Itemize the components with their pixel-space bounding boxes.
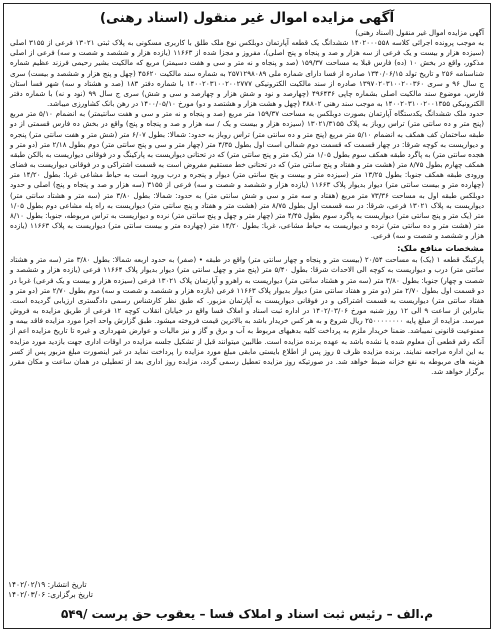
publish-date: تاریخ انتشار: ۱۴۰۲/۰۲/۱۹ [8,580,87,589]
notice-frame [3,3,491,629]
features-heading: مشخصات منافع ملک: [397,243,484,254]
notice-features: پارکینگ قطعه ۱ (یک) به مساحت ۲۰/۵۴ (بیست متر و پنجاه و چهار سانتی متر) واقع در طبقه • (صفر) به حدود اربعه شمالا: بطول ۳/۸۰ متر (سه متر و هشتاد سانتی متر) درب و دیواریست به کوچه الی الاحداث شرقا: بطول ۵/۴۰ متر (پنج متر و چهل سانتی متر) دیوار بدیوار پلاک ۱۱۶۶۴ فرعی (یازده هزار و ششصد و شصت و چهار) جنوبا: بطول ۳/۸۰ متر (سه متر و هشتاد سانتی متر) دیواریست به راهرو و آپارتمان پلاک ۱۳۰۲۱ فرعی (سیزده هزار و بیست و یک فرعی) غربا در دو قسمت اول بطول ۲/۷۰ متر (دو متر و هفتاد سانتی متر) دیوار بدیوار پلاک ۱۱۶۶۳ فرعی (یازده هزار و ششصد و شصت و سه) دوم بطول ۲/۷۰ متر (دو متر و هفتاد سانتی متر) دیواریست به قسمت اشتراکی و در فوقانی دیواریست به آپارتمان مزبور. که طبق نظر کارشناس رسمی دادگستری ارزیابی گردیده است. بنابراین از ساعت ۹ الی ۱۲ روز شنبه مورخ ۱۴۰۲/۰۳/۰۶ در اداره ثبت اسناد و املاک فسا واقع در خیابان انقلاب کوچه ۱۲ فرعی از طریق مزایده به فروش میرسد. مزایده از مبلغ پایه ۲۵۰۰۰۰۰۰۰۰ ریال شروع و به هر کس خریدار باشد به بالاترین قیمت فروخته میشود. طبق گزارش واحد اجرا مورد مزایده فاقد بیمه و ممنوعیت قانونی نمیباشد. ضمنا خریدار ملزم به پرداخت کلیه بدهیهای مربوط به آب و برق و گاز و نیز مالیات و عوارض شهرداری و غیره تا تاریخ مزایده اعم از آنکه رقم قطعی آن معلوم شده یا نشده باشد به عهده برنده مزایده است. طالبین میتوانند قبل از تشکیل جلسه مزایده در اوقات اداری جهت بازدید مورد مزایده به این اداره مراجعه نمایند. برنده مزایده ظرف ۵ روز پس از اطلاع بایستی مابقی مبلغ مورد مزایده را پرداخت نماید در غیر اینصورت مبلغ مزبور پس از کسر هزینه های مربوطه به نفع خزانه ضبط خواهد شد. در صورتیکه روز مزایده تعطیل رسمی گردد، مزایده روز اداری بعد از تعطیلی در همان ساعت و مکان مقرر برگزار خواهد شد. [10,255,485,376]
notice-content [10,8,484,624]
notice-property-details: حدود ملک ششدانگ یکدستگاه آپارتمان بصورت دوبلکس به مساحت ۱۵۹/۳۷ متر مربع (صد و پنجاه و نه متر و سی و هفت سانتیمتر) به انضمام ۵/۱۰ متر مربع (پنج متر و ده سانتی متر) تراس روباز به پلاک ۱۳۰۲۱/۳۱۵۵ (سیزده هزار و بیست و یک / سه هزار و صد و پنجاه و پنج) واقع در بخش ده فارس قسمتی از دو طبقه ساختمان کف همکف به انضمام ۵/۱۰ متر مربع (پنج متر و ده سانتی متر) تراس روباز به حدود: شمالا: بطول ۶/۰۷ متر (شش متر و هفت سانتی متر) پنجره و دیواریست به کوچه شرقا: در چهار قسمت که قسمت دوم شمالی است اول بطول ۴/۳۵ متر (چهار متر و سی و پنج سانتی متر) دوم بطول ۲/۱۸ متر (دو متر و هجده سانتی متر) به پاگرد طبقه همکف سوم بطول ۱/۰۵ متر (یک متر و پنج سانتی متر) که در تحتانی دیواریست به پارکینگ و در فوقانی دیواریست به بالکن طبقه همکف چهارم بطول ۸/۷۵ متر (هشت متر و هفتاد و پنج سانتی متر) که در تحتانی خط مستقیم مفروض است به قسمت اشتراکی و در فوقانی دیواریست به فضای ورودی طبقه همکف جنوبا: بطول ۱۳/۲۵ متر (سیزده متر و بیست و پنج سانتی متر) دیوار و پنجره و درب ورود است به حیاط مشاعی غربا: بطول ۱۴/۲۰ متر (چهارده متر و بیست سانتی متر) دیوار بدیوار پلاک ۱۱۶۶۳ (یازده هزار و ششصد و شصت و سه) فرعی از ۳۱۵۵ (سه هزار و صد و پنجاه و پنج) اصلی و حدود دوبلکس طبقه اول به مساحت ۷۳/۳۶ متر مربع (هفتاد و سه متر و سی و شش سانتی متر) به حدود: شمالا: بطول ۳/۸۰ متر (سه متر و هشتاد سانتی متر) دیواریست به پلاک ۱۳۰۲۱ فرعی، شرقا: در سه قسمت اول بطول ۸/۷۵ متر (هشت متر و هفتاد و پنج سانتی متر) دیواریست به راه پله مشاعی دوم بطول ۱/۰۵ متر (یک متر و پنج سانتی متر) دیواریست به پاگرد سوم بطول ۴/۴۵ متر (چهار متر و چهل و پنج سانتی متر) نرده و دیواریست به تراس مربوطه، جنوبا: بطول ۸/۱۰ متر (هشت متر و ده سانتی متر) نرده و دیواریست به حیاط مشاعی، غربا: بطول ۱۴/۲۰ متر (چهارده متر و بیست سانتی متر) دیواریست به پلاک ۱۱۶۶۳ (یازده هزار و ششصد و شصت و سه) فرعی. [10,109,485,241]
notice-dates [8,580,93,600]
auction-date: تاریخ برگزاری: ۱۴۰۲/۰۳/۰۶ [8,590,94,599]
notice-title: آگهی مزایده اموال غیر منقول (اسناد رهنی) [99,10,395,26]
notice-intro: آگهی مزایده اموال غیر منقول (اسناد رهنی) [355,28,484,37]
notice-body: به موجب پرونده اجرائی کلاسه ۱۴۰۲۰۰۰۵۵۸ ششدانگ یک قطعه آپارتمان دوبلکس نوع ملک طلق با کاربری مسکونی به پلاک ثبتی ۱۳۰۲۱ فرعی از ۳۱۵۵ اصلی (سیزده هزار و بیست و یک فرعی از سه هزار و صد و پنجاه و پنج اصلی)، مفروز و مجزا شده از ۱۱۶۶۳ (یازده هزار و ششصد و شصت و سه) فرعی از اصلی مذکور، واقع در بخش ۱۰ (ده) فارس قبلا به مساحت ۱۵۹/۳۷ (صد و پنجاه و نه متر و سی و هفت دسیمتر) مربع که مالکیت بشیر رحیمی فرزند عظیم شماره شناسنامه ۲۵۶ و تاریخ تولد ۱۳۴۰/۰۶/۱۵ صادره از فسا دارای شماره ملی ۲۵۷۱۲۹۸۰۸۹ به شماره سند مالکیت ۴۵۶۲۰ (چهل و پنج هزار و ششصد و بیست) سری ج سال ۹۶ و سری ۱۳۹۷۰۲۰۳۱۰۰۲۰۰۳۶۰ صادره از سند مالکیت الکترونیکی ۱۴۰۰۲۰۳۱۰۰۲۰۰۲۷۷۷ با شماره دفتر ۱۸۳ (صد و هشتاد و سه) شهر فسا استان فارس، موضوع سند مالکیت اصلی بشماره چاپی ۴۹۶۴۳۶ (چهارصد و نود و شش هزار و چهارصد و سی و شش) سری ج سال ۹۹ (نود و نه) با شماره دفتر الکترونیکی ۱۴۰۰۲۰۳۱۰۰۲۰۰۱۳۵۵ به موجب سند رهنی ۴۸۸۰۲ (چهل و هشت هزار و هشتصد و دو) مورخ ۱۴۰۰/۰۵/۱۰ در رهن بانک کشاورزی میباشد. [10,38,485,109]
notice-signature: ۵۴۹/ م.الف – رئیس ثبت اسناد و املاک فسا – یعقوب حق پرست [60,607,434,621]
